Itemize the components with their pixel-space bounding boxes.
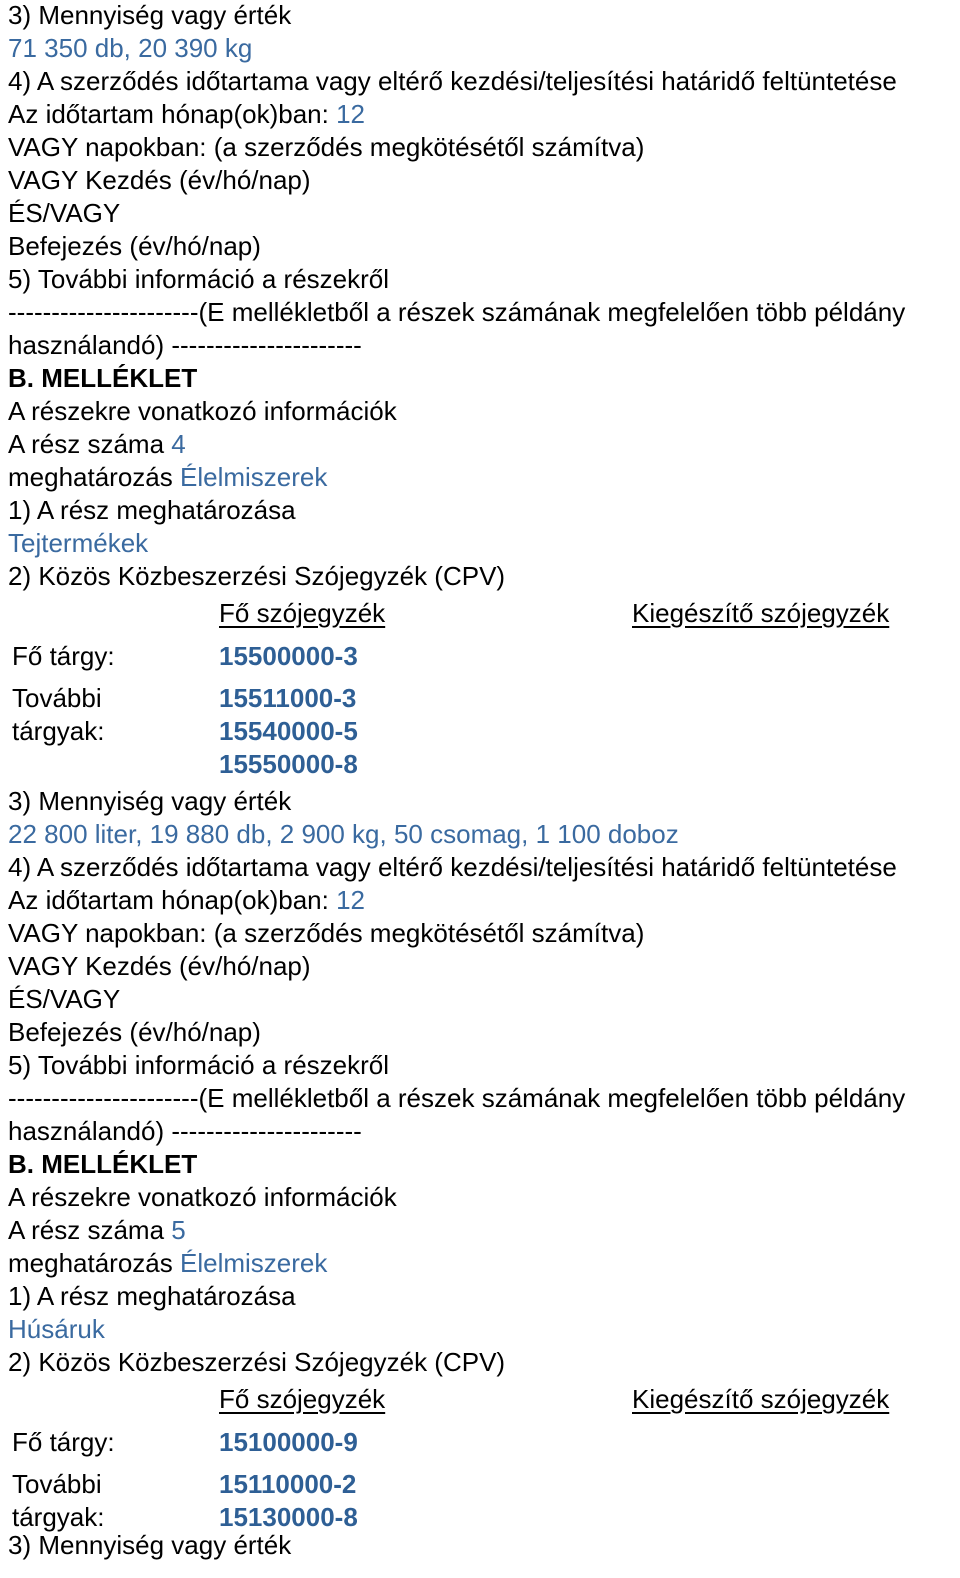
- days-label: VAGY napokban: (a szerződés megkötésétől számítva): [8, 132, 645, 162]
- separator-line-end: használandó) ----------------------: [8, 330, 362, 360]
- definition-label: meghatározás: [8, 1248, 173, 1278]
- end-label: Befejezés (év/hó/nap): [8, 1017, 261, 1047]
- months-row: [8, 885, 958, 918]
- additional-cpv-code: 15130000-8: [219, 1502, 358, 1532]
- main-subject-label: Fő tárgy:: [12, 1427, 115, 1457]
- duration-heading: 4) A szerződés időtartama vagy eltérő kezdési/teljesítési határidő feltüntetése: [8, 852, 897, 882]
- months-value: 12: [336, 885, 366, 915]
- cpv-table: [8, 594, 958, 786]
- duration-heading: 4) A szerződés időtartama vagy eltérő kezdési/teljesítési határidő feltüntetése: [8, 66, 897, 96]
- and-or-label: ÉS/VAGY: [8, 984, 121, 1014]
- supplementary-vocab-header: Kiegészítő szójegyzék: [632, 598, 890, 628]
- main-vocab-header: Fő szójegyzék: [219, 1384, 386, 1414]
- additional-subjects-label-cont: tárgyak:: [12, 716, 105, 746]
- main-cpv-code: 15500000-3: [219, 641, 358, 671]
- part-definition-value: Tejtermékek: [8, 528, 149, 558]
- definition-row: [8, 462, 958, 495]
- definition-row: [8, 1248, 958, 1281]
- part-definition-heading: 1) A rész meghatározása: [8, 1281, 296, 1311]
- document-page: [8, 0, 958, 1563]
- main-cpv-code: 15100000-9: [219, 1427, 358, 1457]
- additional-subjects-label-cont: tárgyak:: [12, 1502, 105, 1532]
- part-number-label: A rész száma: [8, 429, 165, 459]
- quantity-heading: 3) Mennyiség vagy érték: [8, 1530, 292, 1560]
- and-or-label: ÉS/VAGY: [8, 198, 121, 228]
- separator-line: ----------------------(E mellékletből a részek számának megfelelően több példány: [8, 1083, 906, 1113]
- part-number-label: A rész száma: [8, 1215, 165, 1245]
- part-number-row: [8, 1215, 958, 1248]
- start-label: VAGY Kezdés (év/hó/nap): [8, 165, 311, 195]
- additional-cpv-code: 15550000-8: [219, 749, 358, 779]
- quantity-heading: 3) Mennyiség vagy érték: [8, 786, 292, 816]
- part-definition-value: Húsáruk: [8, 1314, 105, 1344]
- info-heading: 5) További információ a részekről: [8, 1050, 390, 1080]
- separator-line-end: használandó) ----------------------: [8, 1116, 362, 1146]
- cpv-table: [8, 1380, 958, 1530]
- annex-title: B. MELLÉKLET: [8, 363, 198, 393]
- additional-cpv-code: 15110000-2: [219, 1469, 357, 1499]
- annex-title: B. MELLÉKLET: [8, 1149, 198, 1179]
- additional-subjects-label: További: [12, 1469, 102, 1499]
- part-number-value: 5: [171, 1215, 186, 1245]
- months-row: [8, 99, 958, 132]
- annex-subtitle: A részekre vonatkozó információk: [8, 396, 397, 426]
- part-number-value: 4: [171, 429, 186, 459]
- quantity-value: 22 800 liter, 19 880 db, 2 900 kg, 50 csomag, 1 100 doboz: [8, 819, 679, 849]
- cpv-heading: 2) Közös Közbeszerzési Szójegyzék (CPV): [8, 1347, 506, 1377]
- start-label: VAGY Kezdés (év/hó/nap): [8, 951, 311, 981]
- definition-label: meghatározás: [8, 462, 173, 492]
- supplementary-vocab-header: Kiegészítő szójegyzék: [632, 1384, 890, 1414]
- days-label: VAGY napokban: (a szerződés megkötésétől számítva): [8, 918, 645, 948]
- quantity-heading: 3) Mennyiség vagy érték: [8, 0, 292, 30]
- months-label: Az időtartam hónap(ok)ban:: [8, 99, 329, 129]
- months-label: Az időtartam hónap(ok)ban:: [8, 885, 329, 915]
- end-label: Befejezés (év/hó/nap): [8, 231, 261, 261]
- annex-subtitle: A részekre vonatkozó információk: [8, 1182, 397, 1212]
- additional-subjects-label: További: [12, 683, 102, 713]
- additional-cpv-code: 15540000-5: [219, 716, 358, 746]
- info-heading: 5) További információ a részekről: [8, 264, 390, 294]
- definition-value: Élelmiszerek: [180, 1248, 328, 1278]
- additional-cpv-code: 15511000-3: [219, 683, 357, 713]
- cpv-heading: 2) Közös Közbeszerzési Szójegyzék (CPV): [8, 561, 506, 591]
- months-value: 12: [336, 99, 366, 129]
- definition-value: Élelmiszerek: [180, 462, 328, 492]
- quantity-value: 71 350 db, 20 390 kg: [8, 33, 253, 63]
- main-subject-label: Fő tárgy:: [12, 641, 115, 671]
- part-number-row: [8, 429, 958, 462]
- part-definition-heading: 1) A rész meghatározása: [8, 495, 296, 525]
- main-vocab-header: Fő szójegyzék: [219, 598, 386, 628]
- separator-line: ----------------------(E mellékletből a részek számának megfelelően több példány: [8, 297, 906, 327]
